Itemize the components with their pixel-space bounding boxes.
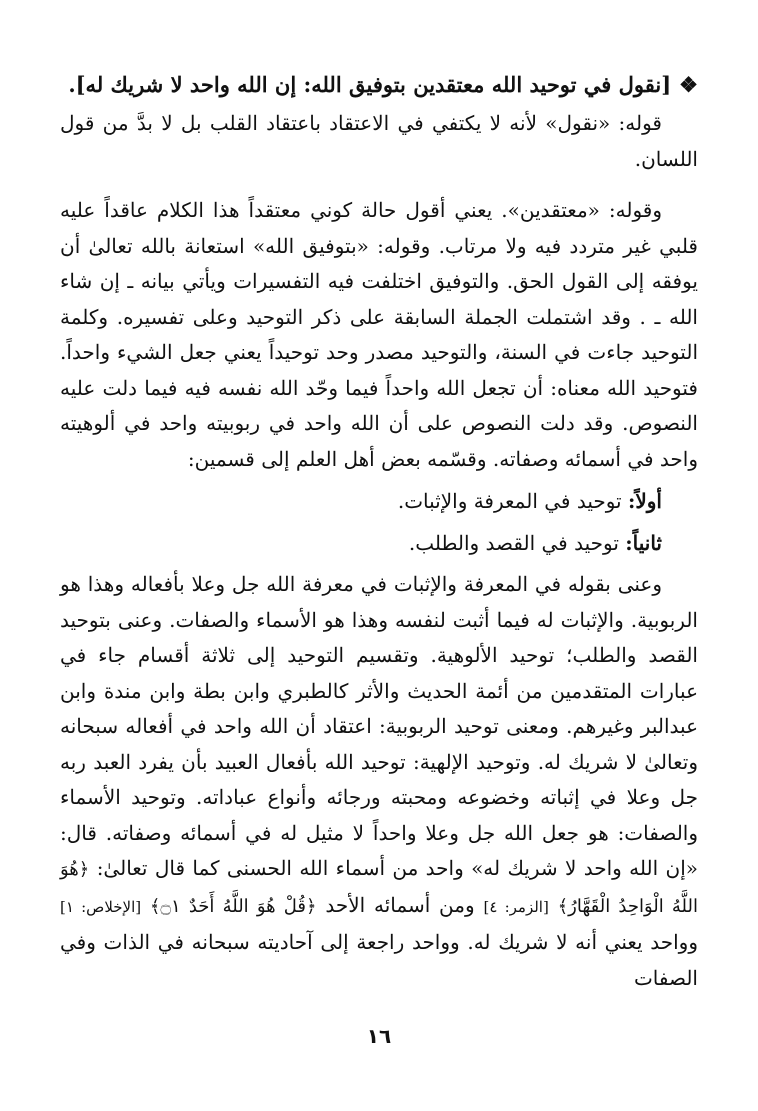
paragraph-3-mid: ومن أسمائه الأحد: [325, 892, 475, 917]
verse-reference-2: [الإخلاص: ١]: [60, 897, 142, 916]
paragraph-3: [60, 567, 698, 996]
list-item-label: ثانياً:: [625, 531, 662, 555]
paragraph-1: قوله: «نقول» لأنه لا يكتفي في الاعتقاد باعتقاد القلب بل لا بدَّ من قول اللسان.: [60, 111, 698, 171]
verse-reference-1: [الزمر: ٤]: [483, 897, 549, 916]
list-item-1: [60, 483, 662, 519]
page-number: ١٦: [366, 1024, 392, 1048]
list-item-text: توحيد في القصد والطلب.: [408, 531, 619, 555]
diamond-bullet-icon: ❖: [679, 72, 698, 97]
paragraph-3-main: وعنى بقوله في المعرفة والإثبات في معرفة الله جل وعلا بأفعاله وهذا هو الربوبية. والإثبات له فيما أثبت لنفسه وهذا هو الأسماء والصفات. وعنى بتوحيد القصد والطلب؛ توحيد الألوهية. وتقسيم التوحيد إلى ثلاثة أقسام جاء في عبارات المتقدمين من أئمة الحديث والأثر كالطبري وابن بطة وابن مندة وابن عبدالبر وغيرهم. ومعنى توحيد الربوبية: اعتقاد أن الله واحد في أفعاله سبحانه وتعالىٰ لا شريك له. وتوحيد الإلهية: توحيد الله بأفعال العبيد بأن يفرد العبد ربه جل وعلا في إثباته وخضوعه ومحبته ورجائه وأنواع عباداته. وتوحيد الأسماء والصفات: هو جعل الله جل وعلا واحداً لا مثيل له في أسمائه وصفاته. قال: «إن الله واحد لا شريك له» واحد من أسماء الله الحسنى كما قال تعالىٰ:: [60, 572, 698, 880]
paragraph-3-end: وواحد يعني أنه لا شريك له. وواحد راجعة إلى آحاديته سبحانه في الذات وفي الصفات: [60, 930, 698, 990]
quran-verse-1: ﴿هُوَ اللَّهُ الْوَاحِدُ الْقَهَّارُ﴾: [60, 859, 698, 917]
section-heading: [60, 66, 698, 104]
list-item-2: [60, 525, 662, 561]
page-body: [60, 66, 698, 996]
paragraph-2: وقوله: «معتقدين». يعني أقول حالة كوني معتقداً هذا الكلام عاقداً عليه قلبي غير متردد فيه ولا مرتاب. وقوله: «بتوفيق الله» استعانة بالله تعالىٰ أن يوفقه إلى القول الحق. والتوفيق اختلفت فيه التفسيرات ويأتي بيانه ـ إن شاء الله ـ . وقد اشتملت الجملة السابقة على ذكر التوحيد وعلى تفسيره. وكلمة التوحيد جاءت في السنة، والتوحيد مصدر وحد توحيداً يعني جعل الشيء واحداً. فتوحيد الله معناه: أن تجعل الله واحداً فيما وحّد الله نفسه فيه فيما دلت عليه النصوص. وقد دلت النصوص على أن الله واحد في ربوبيته واحد في ألوهيته واحد في أسمائه وصفاته. وقسّمه بعض أهل العلم إلى قسمين:: [60, 198, 698, 471]
list-item-text: توحيد في المعرفة والإثبات.: [397, 489, 622, 513]
paragraph-gap: [60, 177, 698, 193]
list-item-label: أولاً:: [627, 489, 662, 513]
quran-verse-2: ﴿قُلْ هُوَ اللَّهُ أَحَدٌ ۝١﴾: [149, 895, 317, 917]
section-heading-text: [نقول في توحيد الله معتقدين بتوفيق الله: إن الله واحد لا شريك له].: [68, 72, 672, 97]
